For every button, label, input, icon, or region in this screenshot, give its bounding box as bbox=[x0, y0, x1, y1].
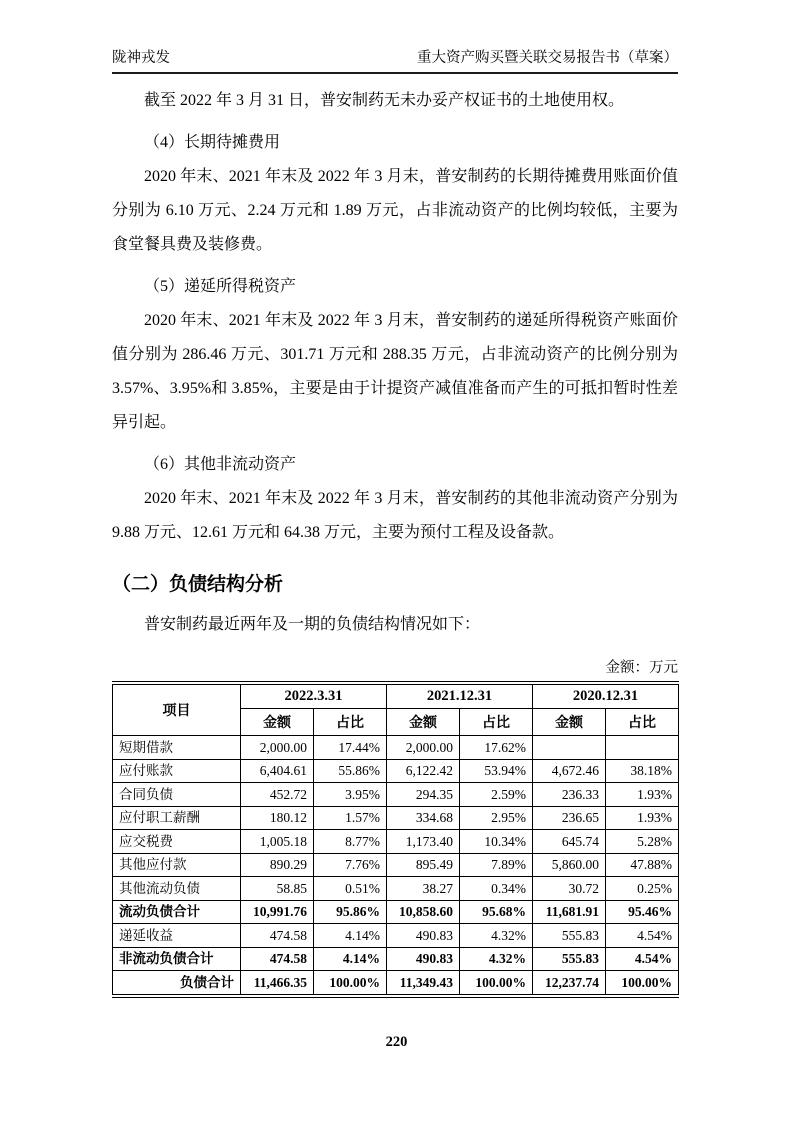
paragraph-other-non-current-assets: 2020 年末、2021 年末及 2022 年 3 月末，普安制药的其他非流动资产分别为 9.88 万元、12.61 万元和 64.38 万元，主要为预付工程及设备款。 bbox=[112, 490, 678, 541]
table-row bbox=[113, 736, 679, 760]
cell-value bbox=[533, 736, 606, 760]
header-report-title: 重大资产购买暨关联交易报告书（草案） bbox=[417, 50, 678, 66]
cell-value: 10.34% bbox=[460, 830, 533, 854]
paragraph-table-intro: 普安制药最近两年及一期的负债结构情况如下： bbox=[144, 616, 481, 633]
row-label: 其他流动负债 bbox=[113, 877, 241, 901]
cell-value: 11,466.35 bbox=[241, 971, 314, 996]
row-label: 非流动负债合计 bbox=[113, 947, 241, 971]
cell-value: 4.54% bbox=[606, 947, 679, 971]
cell-value: 100.00% bbox=[314, 971, 387, 996]
column-header-amount-2022: 金额 bbox=[241, 709, 314, 736]
column-header-amount-2021: 金额 bbox=[387, 709, 460, 736]
cell-value: 6,122.42 bbox=[387, 759, 460, 783]
table-row bbox=[113, 759, 679, 783]
cell-value: 4.32% bbox=[460, 924, 533, 948]
cell-value: 0.51% bbox=[314, 877, 387, 901]
cell-value: 30.72 bbox=[533, 877, 606, 901]
subheading-5-deferred-tax-assets: （5）递延所得税资产 bbox=[144, 278, 297, 295]
cell-value: 11,681.91 bbox=[533, 900, 606, 924]
cell-value: 100.00% bbox=[460, 971, 533, 996]
cell-value: 555.83 bbox=[533, 924, 606, 948]
cell-value: 17.62% bbox=[460, 736, 533, 760]
row-label: 短期借款 bbox=[113, 736, 241, 760]
table-row-non-current-liabilities-subtotal bbox=[113, 947, 679, 971]
header-company-short-name: 陇神戎发 bbox=[112, 50, 170, 66]
cell-value: 180.12 bbox=[241, 806, 314, 830]
cell-value: 294.35 bbox=[387, 783, 460, 807]
cell-value: 1,005.18 bbox=[241, 830, 314, 854]
cell-value: 895.49 bbox=[387, 853, 460, 877]
row-label: 应交税费 bbox=[113, 830, 241, 854]
cell-value: 2.95% bbox=[460, 806, 533, 830]
cell-value: 490.83 bbox=[387, 947, 460, 971]
column-header-ratio-2022: 占比 bbox=[314, 709, 387, 736]
cell-value: 4.14% bbox=[314, 924, 387, 948]
cell-value: 1,173.40 bbox=[387, 830, 460, 854]
cell-value: 0.34% bbox=[460, 877, 533, 901]
table-row-total-liabilities bbox=[113, 971, 679, 996]
cell-value: 12,237.74 bbox=[533, 971, 606, 996]
cell-value: 890.29 bbox=[241, 853, 314, 877]
paragraph-deferred-tax-assets: 2020 年末、2021 年末及 2022 年 3 月末，普安制药的递延所得税资产账面价值分别为 286.46 万元、301.71 万元和 288.35 万元，占非流动资产的比例分别为 3.57%、3.95%和 3.85%，主要是由于计提资产减值准备而产生的可抵扣暂时性差异引起。 bbox=[112, 312, 678, 431]
cell-value: 474.58 bbox=[241, 947, 314, 971]
row-label: 其他应付款 bbox=[113, 853, 241, 877]
table-row-current-liabilities-subtotal bbox=[113, 900, 679, 924]
table-unit-note: 金额：万元 bbox=[605, 660, 678, 676]
cell-value: 17.44% bbox=[314, 736, 387, 760]
cell-value: 95.46% bbox=[606, 900, 679, 924]
row-label: 负债合计 bbox=[113, 971, 241, 996]
cell-value: 474.58 bbox=[241, 924, 314, 948]
table-row bbox=[113, 806, 679, 830]
column-header-item: 项目 bbox=[113, 683, 241, 736]
table-header-row-periods bbox=[113, 683, 679, 709]
table-row bbox=[113, 783, 679, 807]
cell-value: 2.59% bbox=[460, 783, 533, 807]
cell-value: 38.18% bbox=[606, 759, 679, 783]
cell-value bbox=[606, 736, 679, 760]
cell-value: 10,991.76 bbox=[241, 900, 314, 924]
cell-value: 38.27 bbox=[387, 877, 460, 901]
subheading-4-long-term-deferred-expenses: （4）长期待摊费用 bbox=[144, 134, 281, 151]
cell-value: 11,349.43 bbox=[387, 971, 460, 996]
cell-value: 1.57% bbox=[314, 806, 387, 830]
cell-value: 236.65 bbox=[533, 806, 606, 830]
paragraph-long-term-deferred-expenses: 2020 年末、2021 年末及 2022 年 3 月末，普安制药的长期待摊费用账面价值分别为 6.10 万元、2.24 万元和 1.89 万元，占非流动资产的比例均较低，主要为食堂餐具费及装修费。 bbox=[112, 168, 678, 253]
cell-value: 0.25% bbox=[606, 877, 679, 901]
liability-structure-table bbox=[112, 681, 679, 998]
cell-value: 334.68 bbox=[387, 806, 460, 830]
column-header-ratio-2021: 占比 bbox=[460, 709, 533, 736]
row-label: 流动负债合计 bbox=[113, 900, 241, 924]
cell-value: 1.93% bbox=[606, 783, 679, 807]
cell-value: 2,000.00 bbox=[387, 736, 460, 760]
document-body bbox=[112, 84, 678, 678]
cell-value: 53.94% bbox=[460, 759, 533, 783]
page-header bbox=[112, 46, 678, 74]
row-label: 应付账款 bbox=[113, 759, 241, 783]
cell-value: 2,000.00 bbox=[241, 736, 314, 760]
row-label: 合同负债 bbox=[113, 783, 241, 807]
cell-value: 55.86% bbox=[314, 759, 387, 783]
column-header-period-2021-12-31: 2021.12.31 bbox=[387, 683, 533, 709]
column-header-ratio-2020: 占比 bbox=[606, 709, 679, 736]
paragraph-land-use-right: 截至 2022 年 3 月 31 日，普安制药无未办妥产权证书的土地使用权。 bbox=[144, 92, 625, 109]
subheading-6-other-non-current-assets: （6）其他非流动资产 bbox=[144, 456, 297, 473]
cell-value: 4.54% bbox=[606, 924, 679, 948]
cell-value: 95.86% bbox=[314, 900, 387, 924]
column-header-period-2022-3-31: 2022.3.31 bbox=[241, 683, 387, 709]
cell-value: 452.72 bbox=[241, 783, 314, 807]
cell-value: 4.32% bbox=[460, 947, 533, 971]
cell-value: 47.88% bbox=[606, 853, 679, 877]
cell-value: 100.00% bbox=[606, 971, 679, 996]
table-row bbox=[113, 877, 679, 901]
cell-value: 5.28% bbox=[606, 830, 679, 854]
row-label: 应付职工薪酬 bbox=[113, 806, 241, 830]
column-header-period-2020-12-31: 2020.12.31 bbox=[533, 683, 679, 709]
page-number: 220 bbox=[385, 1034, 408, 1050]
cell-value: 236.33 bbox=[533, 783, 606, 807]
cell-value: 95.68% bbox=[460, 900, 533, 924]
cell-value: 7.76% bbox=[314, 853, 387, 877]
row-label: 递延收益 bbox=[113, 924, 241, 948]
table-row bbox=[113, 830, 679, 854]
cell-value: 10,858.60 bbox=[387, 900, 460, 924]
cell-value: 3.95% bbox=[314, 783, 387, 807]
cell-value: 7.89% bbox=[460, 853, 533, 877]
cell-value: 555.83 bbox=[533, 947, 606, 971]
cell-value: 58.85 bbox=[241, 877, 314, 901]
cell-value: 5,860.00 bbox=[533, 853, 606, 877]
cell-value: 490.83 bbox=[387, 924, 460, 948]
section-heading-liability-structure-analysis: （二）负债结构分析 bbox=[112, 574, 284, 595]
cell-value: 4,672.46 bbox=[533, 759, 606, 783]
cell-value: 1.93% bbox=[606, 806, 679, 830]
cell-value: 6,404.61 bbox=[241, 759, 314, 783]
table-row bbox=[113, 853, 679, 877]
cell-value: 645.74 bbox=[533, 830, 606, 854]
cell-value: 4.14% bbox=[314, 947, 387, 971]
table-row bbox=[113, 924, 679, 948]
cell-value: 8.77% bbox=[314, 830, 387, 854]
column-header-amount-2020: 金额 bbox=[533, 709, 606, 736]
